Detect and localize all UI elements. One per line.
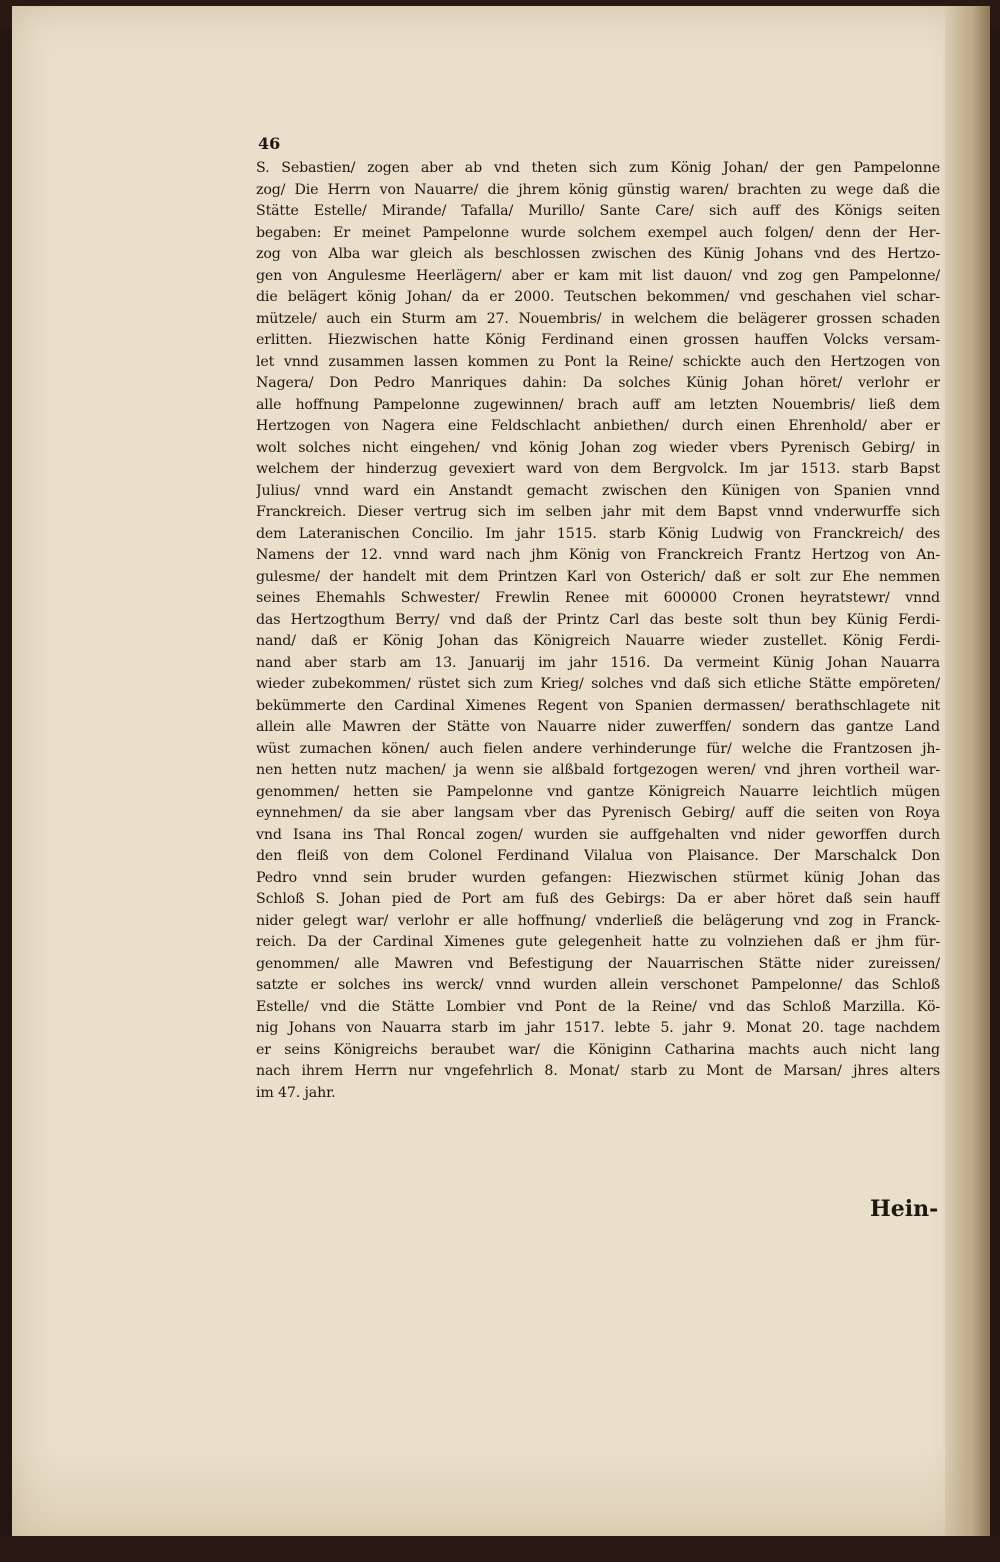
text-line: nand aber starb am 13. Januarij im jahr 1516. Da vermeint Künig Johan Nauarra (256, 654, 940, 671)
text-line: er seins Königreichs beraubet war/ die Königinn Catharina machts auch nicht lang (256, 1041, 940, 1058)
text-line: nand/ daß er König Johan das Königreich Nauarre wieder zustellet. König Ferdi- (256, 633, 940, 649)
text-line: die belägert könig Johan/ da er 2000. Teutschen bekommen/ vnd geschahen viel schar- (256, 289, 940, 305)
text-line: gen von Angulesme Heerlägern/ aber er kam mit list dauon/ vnd zog gen Pampelonne/ (256, 267, 940, 284)
text-line: S. Sebastien/ zogen aber ab vnd theten sich zum König Johan/ der gen Pampelonne (256, 160, 940, 176)
text-line: erlitten. Hiezwischen hatte König Ferdinand einen grossen hauffen Volcks versam- (256, 332, 940, 348)
text-line: vnd Isana ins Thal Roncal zogen/ wurden sie auffgehalten vnd nider geworffen durch (256, 826, 940, 843)
text-line: wieder zubekommen/ rüstet sich zum Krieg/ solches vnd daß sich etliche Stätte empöreten/ (256, 676, 940, 692)
text-line: Pedro vnnd sein bruder wurden gefangen: Hiezwischen stürmet künig Johan das (256, 869, 940, 886)
text-line: gulesme/ der handelt mit dem Printzen Karl von Osterich/ daß er solt zur Ehe nemmen (256, 568, 940, 585)
text-line: bekümmerte den Cardinal Ximenes Regent von Spanien dermassen/ berathschlagete nit (256, 697, 940, 714)
text-line: genommen/ hetten sie Pampelonne vnd gantze Königreich Nauarre leichtlich mügen (256, 783, 940, 800)
text-line: zog/ Die Herrn von Nauarre/ die jhrem könig günstig waren/ brachten zu wege daß die (256, 181, 940, 198)
text-line: im 47. jahr. (256, 1084, 336, 1101)
scan-bottom-edge (0, 1536, 1000, 1562)
text-line: Julius/ vnnd ward ein Anstandt gemacht zwischen den Künigen von Spanien vnnd (256, 482, 940, 499)
text-line: den fleiß von dem Colonel Ferdinand Vilalua von Plaisance. Der Marschalck Don (256, 848, 940, 864)
text-line: nider gelegt war/ verlohr er alle hoffnung/ vnderließ die belägerung vnd zog in Franck- (256, 912, 940, 929)
text-line: nach ihrem Herrn nur vngefehrlich 8. Monat/ starb zu Mont de Marsan/ jhres alters (256, 1063, 940, 1079)
text-line: nig Johans von Nauarra starb im jahr 1517. lebte 5. jahr 9. Monat 20. tage nachdem (256, 1020, 940, 1036)
text-line: Schloß S. Johan pied de Port am fuß des Gebirgs: Da er aber höret daß sein hauff (256, 891, 940, 907)
text-line: das Hertzogthum Berry/ vnd daß der Printz Carl das beste solt thun bey Künig Ferdi- (256, 611, 940, 628)
text-line: mützele/ auch ein Sturm am 27. Nouembris/ in welchem die belägerer grossen schaden (256, 310, 940, 327)
text-line: Namens der 12. vnnd ward nach jhm König von Franckreich Frantz Hertzog von An- (256, 547, 940, 563)
text-line: eynnehmen/ da sie aber langsam vber das Pyrenisch Gebirg/ auff die seiten von Roya (256, 805, 940, 821)
text-line: nen hetten nutz machen/ ja wenn sie alßbald fortgezogen weren/ vnd jhren vortheil war- (256, 762, 940, 778)
text-line: reich. Da der Cardinal Ximenes gute gelegenheit hatte zu volnziehen daß er jhm für- (256, 934, 940, 950)
text-line: Nagera/ Don Pedro Manriques dahin: Da solches Künig Johan höret/ verlohr er (256, 375, 940, 391)
page-number: 46 (258, 134, 281, 153)
text-line: welchem der hinderzug gevexiert ward von dem Bergvolck. Im jar 1513. starb Bapst (256, 461, 940, 477)
text-line: satzte er solches ins werck/ vnnd wurden allein verschonet Pampelonne/ das Schloß (256, 977, 940, 993)
text-line: wolt solches nicht eingehen/ vnd könig Johan zog wieder vbers Pyrenisch Gebirg/ in (256, 439, 940, 456)
text-line: wüst zumachen könen/ auch fielen andere verhinderunge für/ welche die Frantzosen jh- (256, 740, 940, 757)
text-line: genommen/ alle Mawren vnd Befestigung der Nauarrischen Stätte nider zureissen/ (256, 955, 940, 972)
text-line: alle hoffnung Pampelonne zugewinnen/ brach auff am letzten Nouembris/ ließ dem (256, 396, 940, 413)
text-line: Stätte Estelle/ Mirande/ Tafalla/ Murillo/ Sante Care/ sich auff des Königs seiten (256, 203, 940, 219)
page-fold-shadow (945, 6, 990, 1554)
body-text (256, 158, 940, 1104)
text-line: zog von Alba war gleich als beschlossen zwischen des Künig Johans vnd des Hertzo- (256, 246, 940, 262)
text-line: begaben: Er meinet Pampelonne wurde solchem exempel auch folgen/ denn der Her- (256, 224, 940, 241)
text-line: seines Ehemahls Schwester/ Frewlin Renee mit 600000 Cronen heyratstewr/ vnnd (256, 590, 940, 606)
text-line: Franckreich. Dieser vertrug sich im selben jahr mit dem Bapst vnnd vnderwurffe sich (256, 504, 940, 520)
text-line: Hertzogen von Nagera eine Feldschlacht anbiethen/ durch einen Ehrenhold/ aber er (256, 418, 940, 434)
text-line: let vnnd zusammen lassen kommen zu Pont la Reine/ schickte auch den Hertzogen von (256, 353, 940, 370)
text-line: allein alle Mawren der Stätte von Nauarre nider zuwerffen/ sondern das gantze Land (256, 719, 940, 735)
catchword: Hein- (870, 1196, 939, 1222)
text-line: Estelle/ vnd die Stätte Lombier vnd Pont de la Reine/ vnd das Schloß Marzilla. Kö- (256, 998, 940, 1015)
text-line: dem Lateranischen Concilio. Im jahr 1515. starb König Ludwig von Franckreich/ des (256, 525, 940, 542)
